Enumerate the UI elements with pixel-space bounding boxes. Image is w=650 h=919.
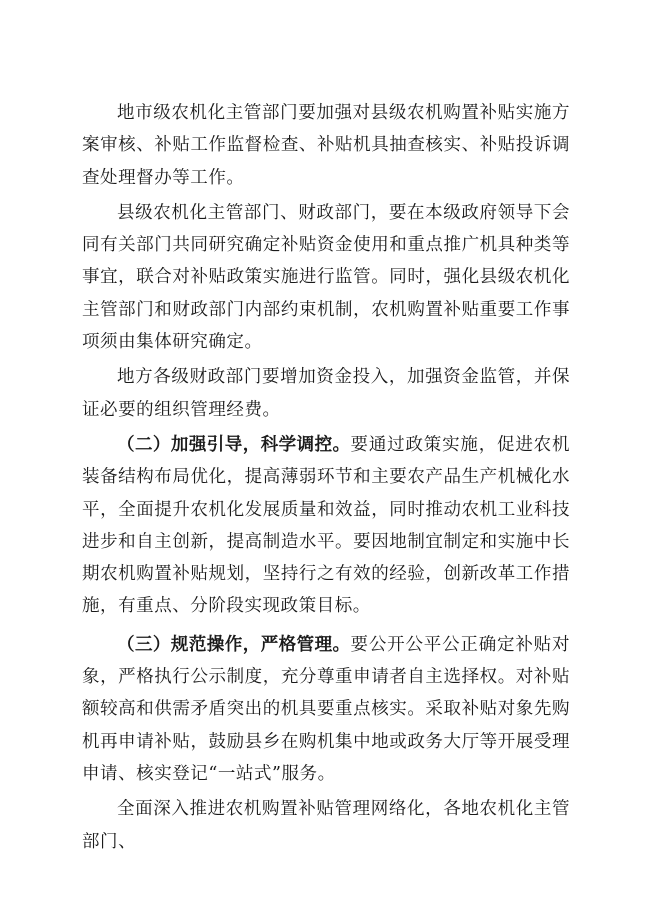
paragraph-guidance-regulation [82, 429, 570, 623]
paragraph-text: 地方各级财政部门要增加资金投入，加强资金监管，并保证必要的组织管理经费。 [82, 367, 570, 420]
paragraph-text: 县级农机化主管部门、财政部门，要在本级政府领导下会同有关部门共同研究确定补贴资金使用和重点推广机具种类等事宜，联合对补贴政策实施进行监管。同时，强化县级农机化主管部门和财政部门内部约束机制，农机购置补贴重要工作事项须由集体研究确定。 [82, 202, 570, 353]
section-heading: （二）加强引导，科学调控。 [117, 434, 351, 455]
paragraph-text: 全面深入推进农机购置补贴管理网络化，各地农机化主管部门、 [82, 799, 570, 852]
paragraph-municipal-duties [82, 97, 570, 194]
paragraph-text: 要公开公平公正确定补贴对象，严格执行公示制度，充分尊重申请者自主选择权。对补贴额较高和供需矛盾突出的机具要重点核实。采取补贴对象先购机再申请补贴，鼓励县乡在购机集中地或政务大厅等开展受理申请、核实登记“一站式”服务。 [82, 634, 570, 784]
document-body [82, 97, 570, 858]
section-heading: （三）规范操作，严格管理。 [117, 634, 351, 655]
paragraph-finance-duties [82, 361, 570, 426]
paragraph-county-duties [82, 197, 570, 358]
paragraph-standard-operation [82, 629, 570, 790]
paragraph-text: 地市级农机化主管部门要加强对县级农机购置补贴实施方案审核、补贴工作监督检查、补贴机具抽查核实、补贴投诉调查处理督办等工作。 [82, 103, 570, 188]
paragraph-networked-management [82, 793, 570, 858]
paragraph-text: 要通过政策实施，促进农机装备结构布局优化，提高薄弱环节和主要农产品生产机械化水平，全面提升农机化发展质量和效益，同时推动农机工业科技进步和自主创新，提高制造水平。要因地制宜制定和实施中长期农机购置补贴规划，坚持行之有效的经验，创新改革工作措施，有重点、分阶段实现政策目标。 [82, 434, 570, 617]
